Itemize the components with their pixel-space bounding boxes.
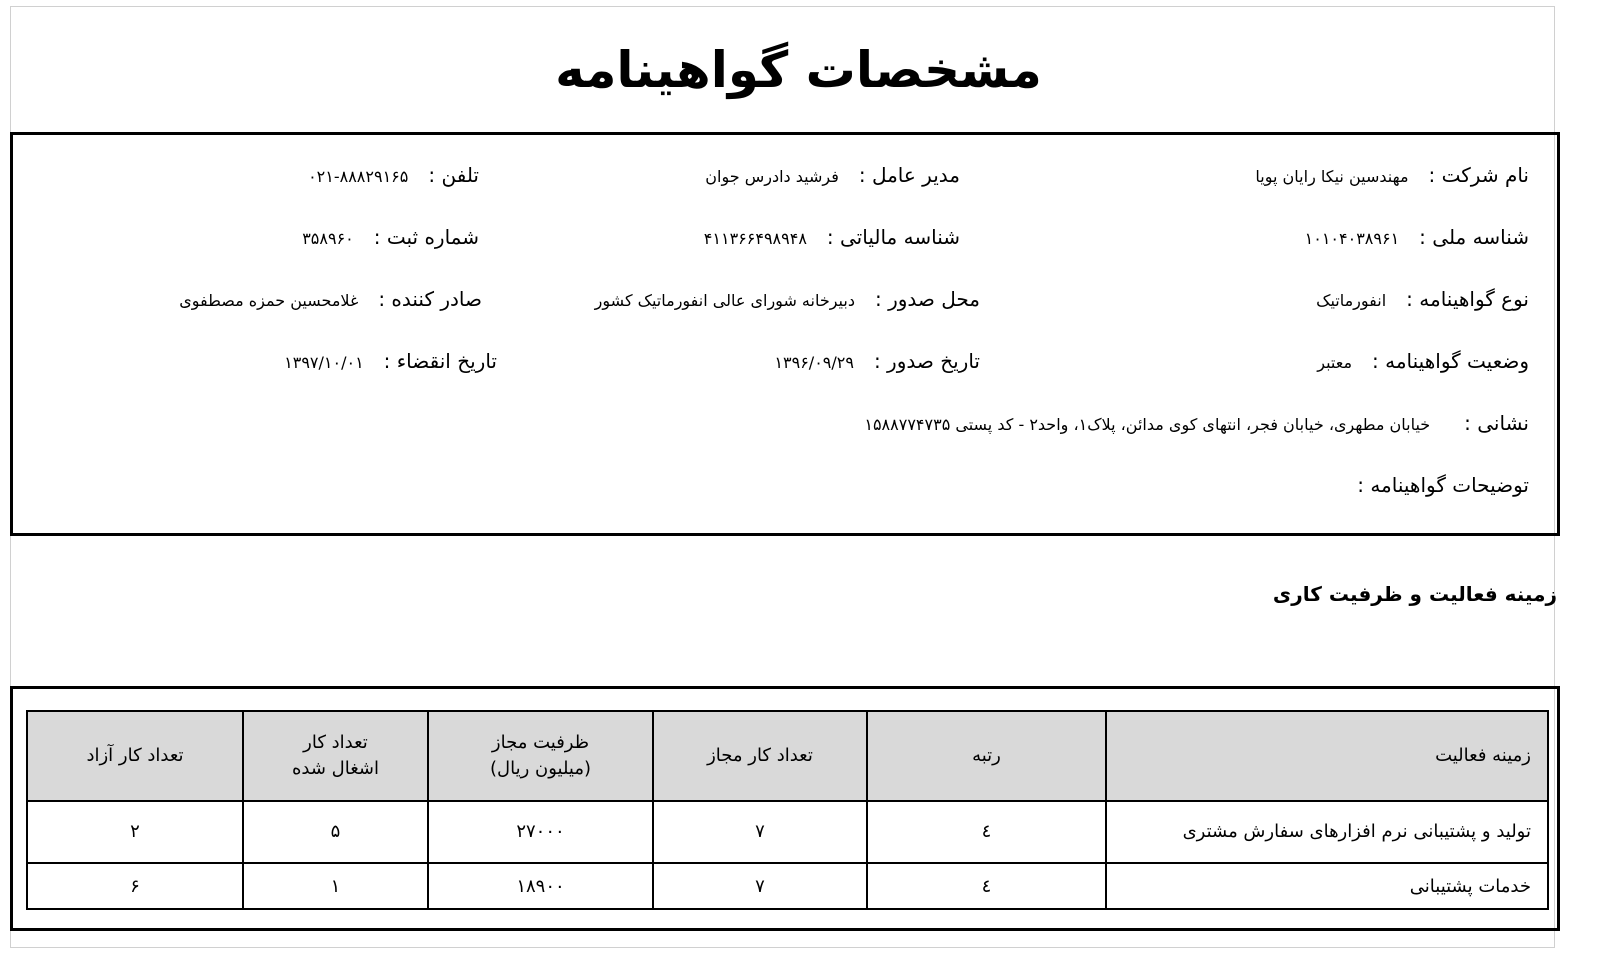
- issuer-field: [179, 287, 482, 311]
- ceo-field: [705, 163, 960, 187]
- status-label: وضعیت گواهینامه :: [1372, 349, 1529, 373]
- issue-date-label: تاریخ صدور :: [873, 349, 980, 373]
- activity-table-box: [10, 686, 1560, 931]
- header-capacity-line1: ظرفیت مجاز: [491, 732, 590, 753]
- certificate-info-box: [10, 132, 1560, 536]
- ceo-value: فرشید دادرس جوان: [705, 167, 839, 186]
- description-label: توضیحات گواهینامه :: [1357, 473, 1529, 497]
- header-occupied-line2: اشغال شده: [291, 758, 379, 779]
- expiry-date-label: تاریخ انقضاء :: [383, 349, 497, 373]
- cell-field: خدمات پشتیبانی: [1106, 863, 1548, 909]
- company-name-value: مهندسین نیکا رایان پویا: [1255, 167, 1409, 186]
- activity-table: [26, 710, 1549, 910]
- cell-occupied: ۵: [243, 801, 428, 863]
- issue-place-field: [595, 287, 980, 311]
- table-row: [27, 863, 1548, 909]
- cell-occupied: ۱: [243, 863, 428, 909]
- issue-place-value: دبیرخانه شورای عالی انفورماتیک کشور: [594, 291, 855, 310]
- certificate-type-value: انفورماتیک: [1316, 291, 1387, 310]
- cell-capacity: ۲۷۰۰۰: [428, 801, 653, 863]
- issue-date-value: ۱۳۹۶/۰۹/۲۹: [774, 353, 854, 372]
- national-id-label: شناسه ملی :: [1419, 225, 1529, 249]
- cell-rank: ٤: [867, 863, 1106, 909]
- company-name-label: نام شرکت :: [1428, 163, 1529, 187]
- cell-rank: ٤: [867, 801, 1106, 863]
- issuer-value: غلامحسین حمزه مصطفوی: [179, 291, 359, 310]
- phone-label: تلفن :: [428, 163, 479, 187]
- address-label: نشانی :: [1464, 411, 1529, 435]
- cell-capacity: ۱۸۹۰۰: [428, 863, 653, 909]
- phone-field: [308, 163, 479, 187]
- registration-no-field: [302, 225, 479, 249]
- status-field: [1317, 349, 1529, 373]
- registration-no-label: شماره ثبت :: [373, 225, 479, 249]
- tax-id-value: ۴۱۱۳۶۶۴۹۸۹۴۸: [703, 229, 807, 248]
- national-id-field: [1305, 225, 1529, 249]
- header-rank: رتبه: [867, 711, 1106, 801]
- company-name-field: [1255, 163, 1529, 187]
- header-occupied: [243, 711, 428, 801]
- header-occupied-line1: تعداد کار: [303, 732, 368, 753]
- registration-no-value: ۳۵۸۹۶۰: [302, 229, 354, 248]
- address-field: [864, 411, 1529, 435]
- national-id-value: ۱۰۱۰۴۰۳۸۹۶۱: [1304, 229, 1400, 248]
- status-value: معتبر: [1317, 353, 1353, 372]
- ceo-label: مدیر عامل :: [858, 163, 960, 187]
- tax-id-label: شناسه مالیاتی :: [826, 225, 960, 249]
- description-field: [1337, 473, 1529, 497]
- tax-id-field: [704, 225, 960, 249]
- certificate-type-field: [1316, 287, 1529, 311]
- issuer-label: صادر کننده :: [378, 287, 482, 311]
- cell-allowed-count: ۷: [653, 801, 867, 863]
- certificate-type-label: نوع گواهینامه :: [1406, 287, 1529, 311]
- expiry-date-field: [284, 349, 497, 373]
- page-title: مشخصات گواهینامه: [555, 41, 1042, 99]
- cell-allowed-count: ۷: [653, 863, 867, 909]
- address-value: خیابان مطهری، خیابان فجر، انتهای کوی مدائن، پلاک۱، واحد۲ - کد پستی ۱۵۸۸۷۷۴۷۳۵: [864, 415, 1431, 434]
- header-capacity: [428, 711, 653, 801]
- activity-section-title: زمینه فعالیت و ظرفیت کاری: [1272, 582, 1557, 606]
- issue-date-field: [774, 349, 980, 373]
- table-header-row: [27, 711, 1548, 801]
- header-field: زمینه فعالیت: [1106, 711, 1548, 801]
- header-allowed-count: تعداد کار مجاز: [653, 711, 867, 801]
- table-row: [27, 801, 1548, 863]
- cell-free: ۲: [27, 801, 243, 863]
- header-capacity-line2: (میلیون ریال): [489, 758, 591, 779]
- expiry-date-value: ۱۳۹۷/۱۰/۰۱: [284, 353, 364, 372]
- cell-field: تولید و پشتیبانی نرم افزارهای سفارش مشتری: [1106, 801, 1548, 863]
- phone-value: ۰۲۱-۸۸۸۲۹۱۶۵: [308, 167, 409, 186]
- header-free-count: تعداد کار آزاد: [27, 711, 243, 801]
- issue-place-label: محل صدور :: [874, 287, 980, 311]
- cell-free: ۶: [27, 863, 243, 909]
